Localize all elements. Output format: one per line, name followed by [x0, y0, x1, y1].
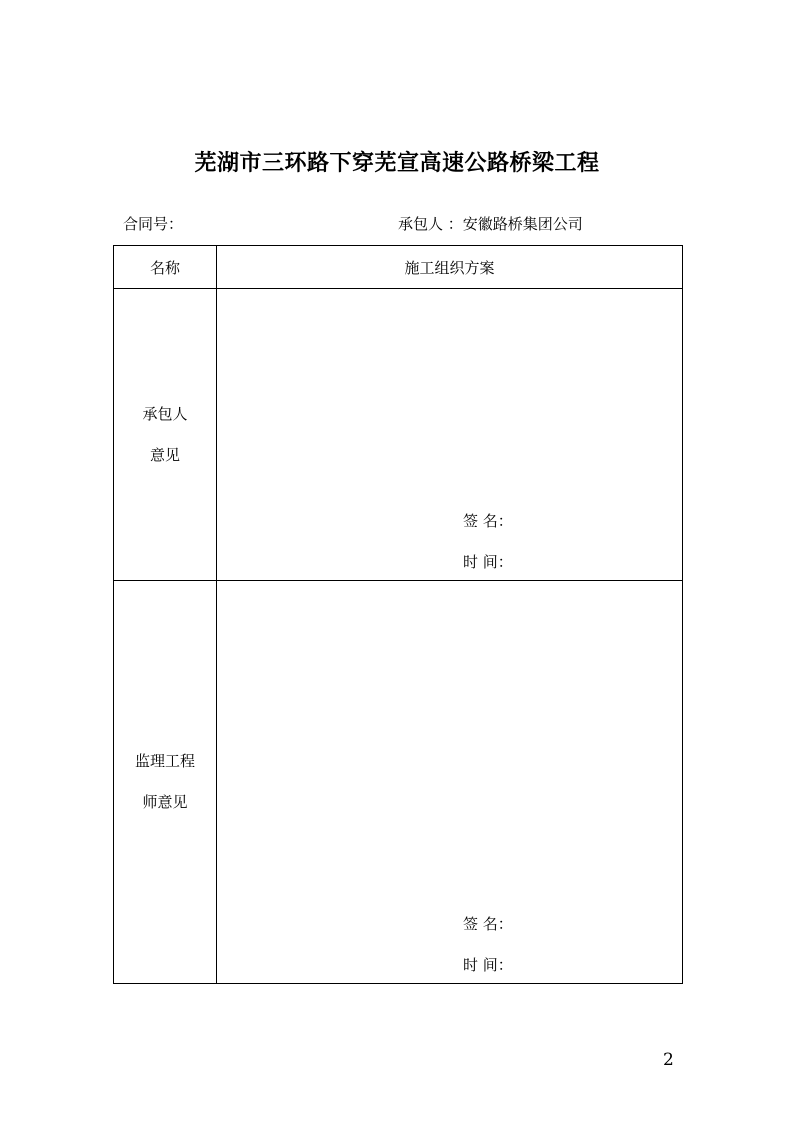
- supervisor-opinion-label: [114, 581, 217, 984]
- document-title: 芜湖市三环路下穿芜宣高速公路桥梁工程: [194, 150, 600, 176]
- contractor-opinion-row: [114, 289, 683, 581]
- page-number: 2: [663, 1050, 674, 1070]
- approval-form-table: [113, 245, 683, 984]
- name-label-cell: 名称: [114, 246, 217, 289]
- contractor-info: 承包人 ：安徽路桥集团公司: [398, 215, 583, 233]
- contract-number-label: 合同号：: [123, 215, 184, 233]
- supervisor-sign-block: [463, 904, 513, 986]
- name-value-cell: 施工组织方案: [217, 246, 683, 289]
- contractor-opinion-label-line1: 承包人: [142, 404, 188, 423]
- supervisor-opinion-row: [114, 581, 683, 984]
- supervisor-signature-label: 签 名：: [463, 915, 513, 933]
- name-row: [114, 246, 683, 289]
- contractor-signature-label: 签 名：: [463, 512, 513, 530]
- supervisor-time-label: 时 间：: [463, 956, 513, 974]
- supervisor-opinion-label-line1: 监理工程: [134, 752, 195, 770]
- contractor-opinion-label-line2: 意见: [149, 445, 180, 464]
- supervisor-opinion-field[interactable]: [217, 581, 683, 984]
- contractor-sign-block: [463, 501, 513, 583]
- contractor-opinion-label: [114, 289, 217, 581]
- contractor-opinion-field[interactable]: [217, 289, 683, 581]
- supervisor-opinion-label-line2: 师意见: [142, 793, 188, 811]
- contractor-time-label: 时 间：: [463, 553, 513, 571]
